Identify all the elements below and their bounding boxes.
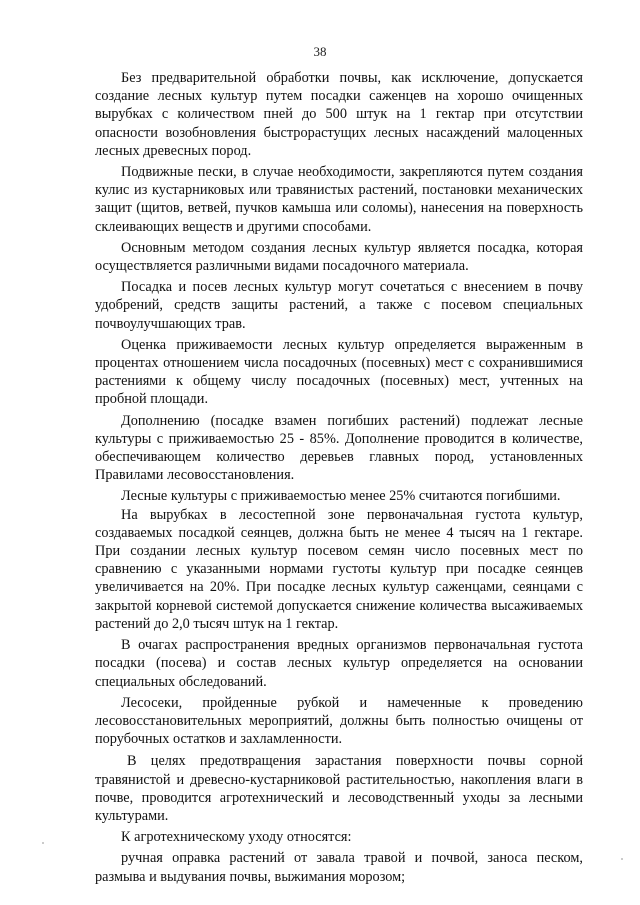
scan-speck <box>42 842 44 844</box>
paragraph: Дополнению (посадке взамен погибших растений) подлежат лесные культуры с приживаемостью 25 - 85%. Дополнение проводится в количестве, обеспечивающем количество деревьев главных пород, установленных Правилами лесовосстановления. <box>95 412 583 484</box>
paragraph: Подвижные пески, в случае необходимости, закрепляются путем создания кулис из кустарниковых или травянистых растений, постановки механических защит (щитов, ветвей, пучков камыша или соломы), нанесения на поверхность склеивающих веществ и другими способами. <box>95 164 583 235</box>
paragraph: В целях предотвращения зарастания поверхности почвы сорной травянистой и древесно-кустарниковой растительностью, накопления влаги в почве, проводится агротехнический и лесоводственный уходы за лесными культурами. <box>95 753 583 824</box>
paragraph: В очагах распространения вредных организмов первоначальная густота посадки (посева) и состав лесных культур определяется на основании специальных обследований. <box>95 637 583 690</box>
scan-speck <box>621 858 623 860</box>
paragraph: ручная оправка растений от завала травой и почвой, заноса песком, размыва и выдувания почвы, выжимания морозом; <box>95 850 583 885</box>
paragraph: К агротехническому уходу относятся: <box>121 829 352 846</box>
paragraph: На вырубках в лесостепной зоне первоначальная густота культур, создаваемых посадкой сеянцев, должна быть не менее 4 тысяч на 1 гектаре. При создании лесных культур посевом семян число посевных мест по сравнению с указанными нормами густоты культур при посадке сеянцев увеличивается на 20%. При посадке лесных культур саженцами, сеянцами с закрытой корневой системой допускается снижение количества высаживаемых растений до 2,0 тысяч штук на 1 гектар. <box>95 506 583 632</box>
paragraph: Лесные культуры с приживаемостью менее 25% считаются погибшими. <box>121 488 561 505</box>
body-text <box>95 69 583 886</box>
page-number: 38 <box>313 44 327 59</box>
paragraph: Посадка и посев лесных культур могут сочетаться с внесением в почву удобрений, средств защиты растений, а также с посевом специальных почвоулучшающих трав. <box>95 279 583 332</box>
paragraph: Оценка приживаемости лесных культур определяется выраженным в процентах отношением числа посадочных (посевных) мест с сохранившимися растениями к общему числу посадочных (посевных) мест, учтенных на пробной площади. <box>95 336 583 408</box>
paragraph: Лесосеки, пройденные рубкой и намеченные к проведению лесовосстановительных мероприятий, должны быть полностью очищены от порубочных остатков и захламленности. <box>95 694 583 748</box>
paragraph: Основным методом создания лесных культур является посадка, которая осуществляется различными видами посадочного материала. <box>95 239 583 275</box>
paragraph: Без предварительной обработки почвы, как исключение, допускается создание лесных культур путем посадки саженцев на хорошо очищенных вырубках с количеством пней до 500 штук на 1 гектар при отсутствии опасности возобновления быстрорастущих лесных насаждений малоценных лесных древесных пород. <box>95 70 583 159</box>
